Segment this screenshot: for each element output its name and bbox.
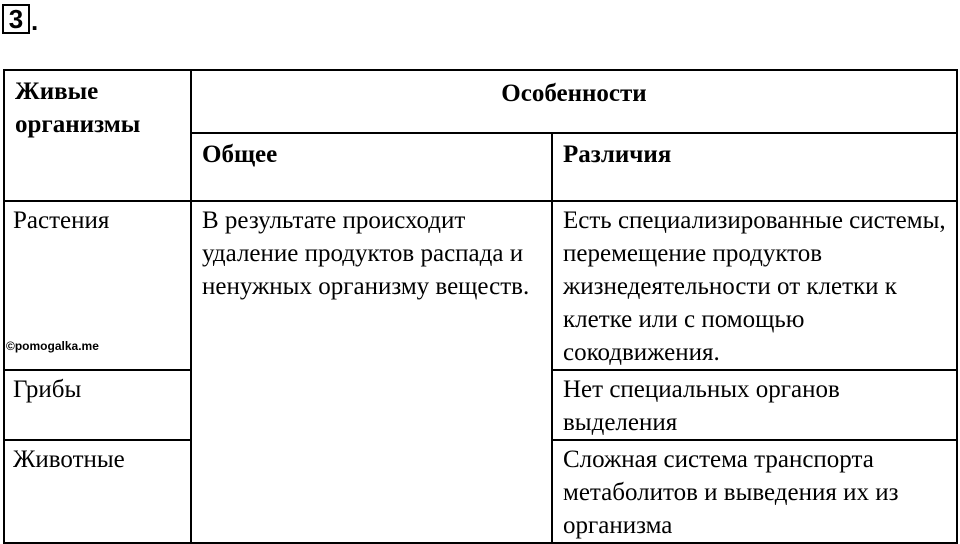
header-common: Общее (191, 133, 552, 201)
organism-cell: Животные (4, 440, 191, 543)
difference-cell: Сложная система транспорта метаболитов и выведения их из организма (552, 440, 957, 543)
table-row (4, 201, 957, 370)
watermark: ©pomogalka.me (6, 339, 99, 353)
difference-cell: Нет специальных органов выделения (552, 370, 957, 440)
comparison-table (3, 69, 958, 544)
organism-cell: Грибы (4, 370, 191, 440)
header-organisms: Живые организмы (4, 70, 191, 201)
organism-name: Растения (13, 207, 110, 234)
task-number (2, 2, 38, 34)
common-cell: В результате происходит удаление продуктов распада и ненужных организму веществ. (191, 201, 552, 543)
organism-cell (4, 201, 191, 370)
difference-cell: Есть специализированные системы, перемещение продуктов жизнедеятельности от клетки к клетке или с помощью сокодвижения. (552, 201, 957, 370)
task-number-dot: . (31, 6, 39, 36)
header-differences: Различия (552, 133, 957, 201)
table-header-row (4, 70, 957, 133)
task-number-box: 3 (2, 4, 30, 34)
header-features: Особенности (191, 70, 957, 133)
